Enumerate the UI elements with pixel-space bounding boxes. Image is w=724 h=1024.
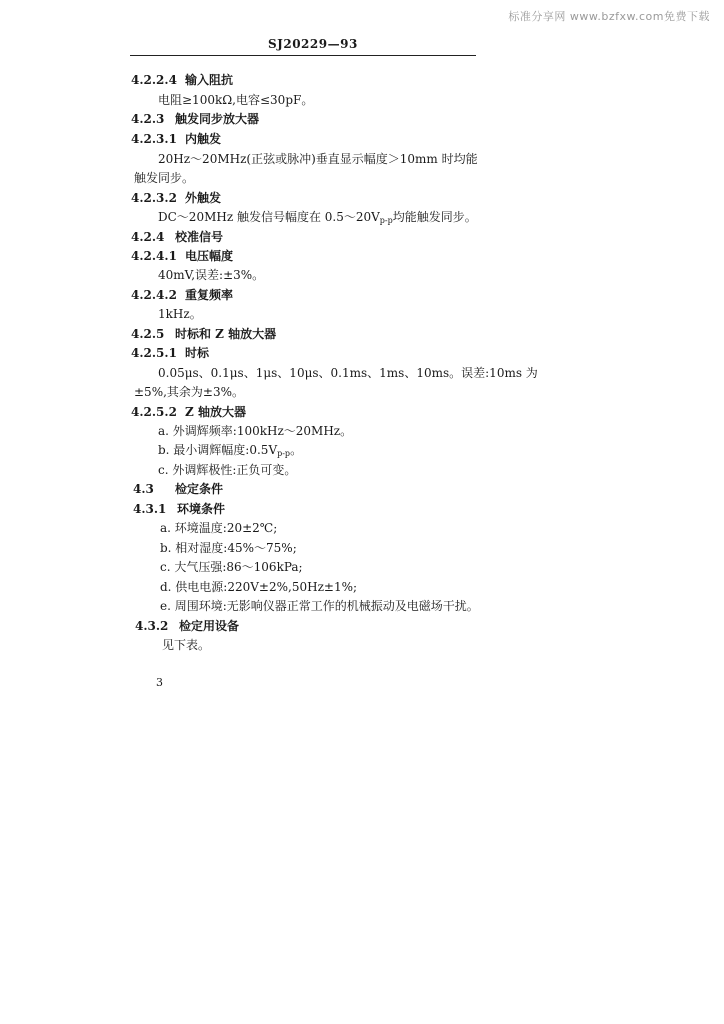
list-item: a. 环境温度:20±2℃; [160, 521, 278, 535]
subscript-text: p-p [379, 216, 393, 225]
body-line: 40mV,误差:±3%。 [158, 268, 265, 282]
body-line: 见下表。 [162, 638, 211, 652]
section-title: 内触发 [185, 132, 222, 146]
list-item: a. 外调辉频率:100kHz～20MHz。 [158, 424, 353, 438]
section-heading [131, 71, 233, 89]
subscript-text: p-p [277, 449, 291, 458]
list-item: e. 周围环境:无影响仪器正常工作的机械振动及电磁场干扰。 [160, 599, 479, 613]
section-heading [131, 325, 276, 343]
section-number: 4.2.4.2 [131, 288, 177, 302]
section-number: 4.2.5 [131, 327, 165, 341]
section-heading [133, 480, 223, 498]
section-title: 输入阻抗 [185, 73, 234, 87]
section-heading [135, 617, 239, 635]
section-heading [131, 247, 233, 265]
section-heading [131, 228, 223, 246]
site-watermark: 标准分享网 www.bzfxw.com免费下载 [508, 10, 710, 23]
section-title: 外触发 [185, 191, 222, 205]
body-text: DC～20MHz 触发信号幅度在 0.5～20V [158, 210, 380, 224]
section-title: 校准信号 [175, 230, 224, 244]
section-title: 环境条件 [177, 502, 226, 516]
list-item: c. 大气压强:86～106kPa; [160, 560, 303, 574]
section-title: Z 轴放大器 [185, 405, 246, 419]
section-number: 4.2.4.1 [131, 249, 177, 263]
list-item: c. 外调辉极性:正负可变。 [158, 463, 297, 477]
section-title: 时标 [185, 346, 210, 360]
body-text: 。 [290, 443, 303, 457]
section-heading [131, 130, 221, 148]
header-rule [130, 55, 476, 56]
section-title: 触发同步放大器 [175, 112, 260, 126]
body-line: ±5%,其余为±3%。 [134, 385, 244, 399]
section-number: 4.2.5.1 [131, 346, 177, 360]
body-line: 1kHz。 [158, 307, 202, 321]
section-number: 4.2.5.2 [131, 405, 177, 419]
section-number: 4.2.3 [131, 112, 165, 126]
document-code: SJ20229—93 [268, 37, 358, 51]
body-line [158, 208, 477, 230]
section-number: 4.2.2.4 [131, 73, 177, 87]
list-item [158, 441, 302, 463]
section-heading [131, 110, 259, 128]
list-item: d. 供电电源:220V±2%,50Hz±1%; [160, 580, 358, 594]
section-number: 4.3 [133, 482, 154, 496]
section-heading [131, 403, 246, 421]
section-heading [131, 189, 221, 207]
section-number: 4.3.2 [135, 619, 169, 633]
section-heading [131, 344, 209, 362]
body-line: 电阻≥100kΩ,电容≤30pF。 [158, 93, 314, 107]
section-title: 重复频率 [185, 288, 234, 302]
section-number: 4.3.1 [133, 502, 167, 516]
section-number: 4.2.4 [131, 230, 165, 244]
body-text: 均能触发同步。 [392, 210, 477, 224]
page-number: 3 [156, 676, 163, 689]
body-line: 20Hz～20MHz(正弦或脉冲)垂直显示幅度＞10mm 时均能 [158, 152, 478, 166]
section-title: 检定条件 [175, 482, 224, 496]
body-line: 0.05μs、0.1μs、1μs、10μs、0.1ms、1ms、10ms。误差:10ms 为 [158, 366, 538, 380]
section-title: 电压幅度 [185, 249, 234, 263]
body-text: b. 最小调辉幅度:0.5V [158, 443, 278, 457]
section-number: 4.2.3.1 [131, 132, 177, 146]
list-item: b. 相对湿度:45%～75%; [160, 541, 297, 555]
section-title: 时标和 Z 轴放大器 [175, 327, 277, 341]
section-number: 4.2.3.2 [131, 191, 177, 205]
section-heading [133, 500, 225, 518]
section-heading [131, 286, 233, 304]
body-line: 触发同步。 [134, 171, 195, 185]
section-title: 检定用设备 [179, 619, 240, 633]
